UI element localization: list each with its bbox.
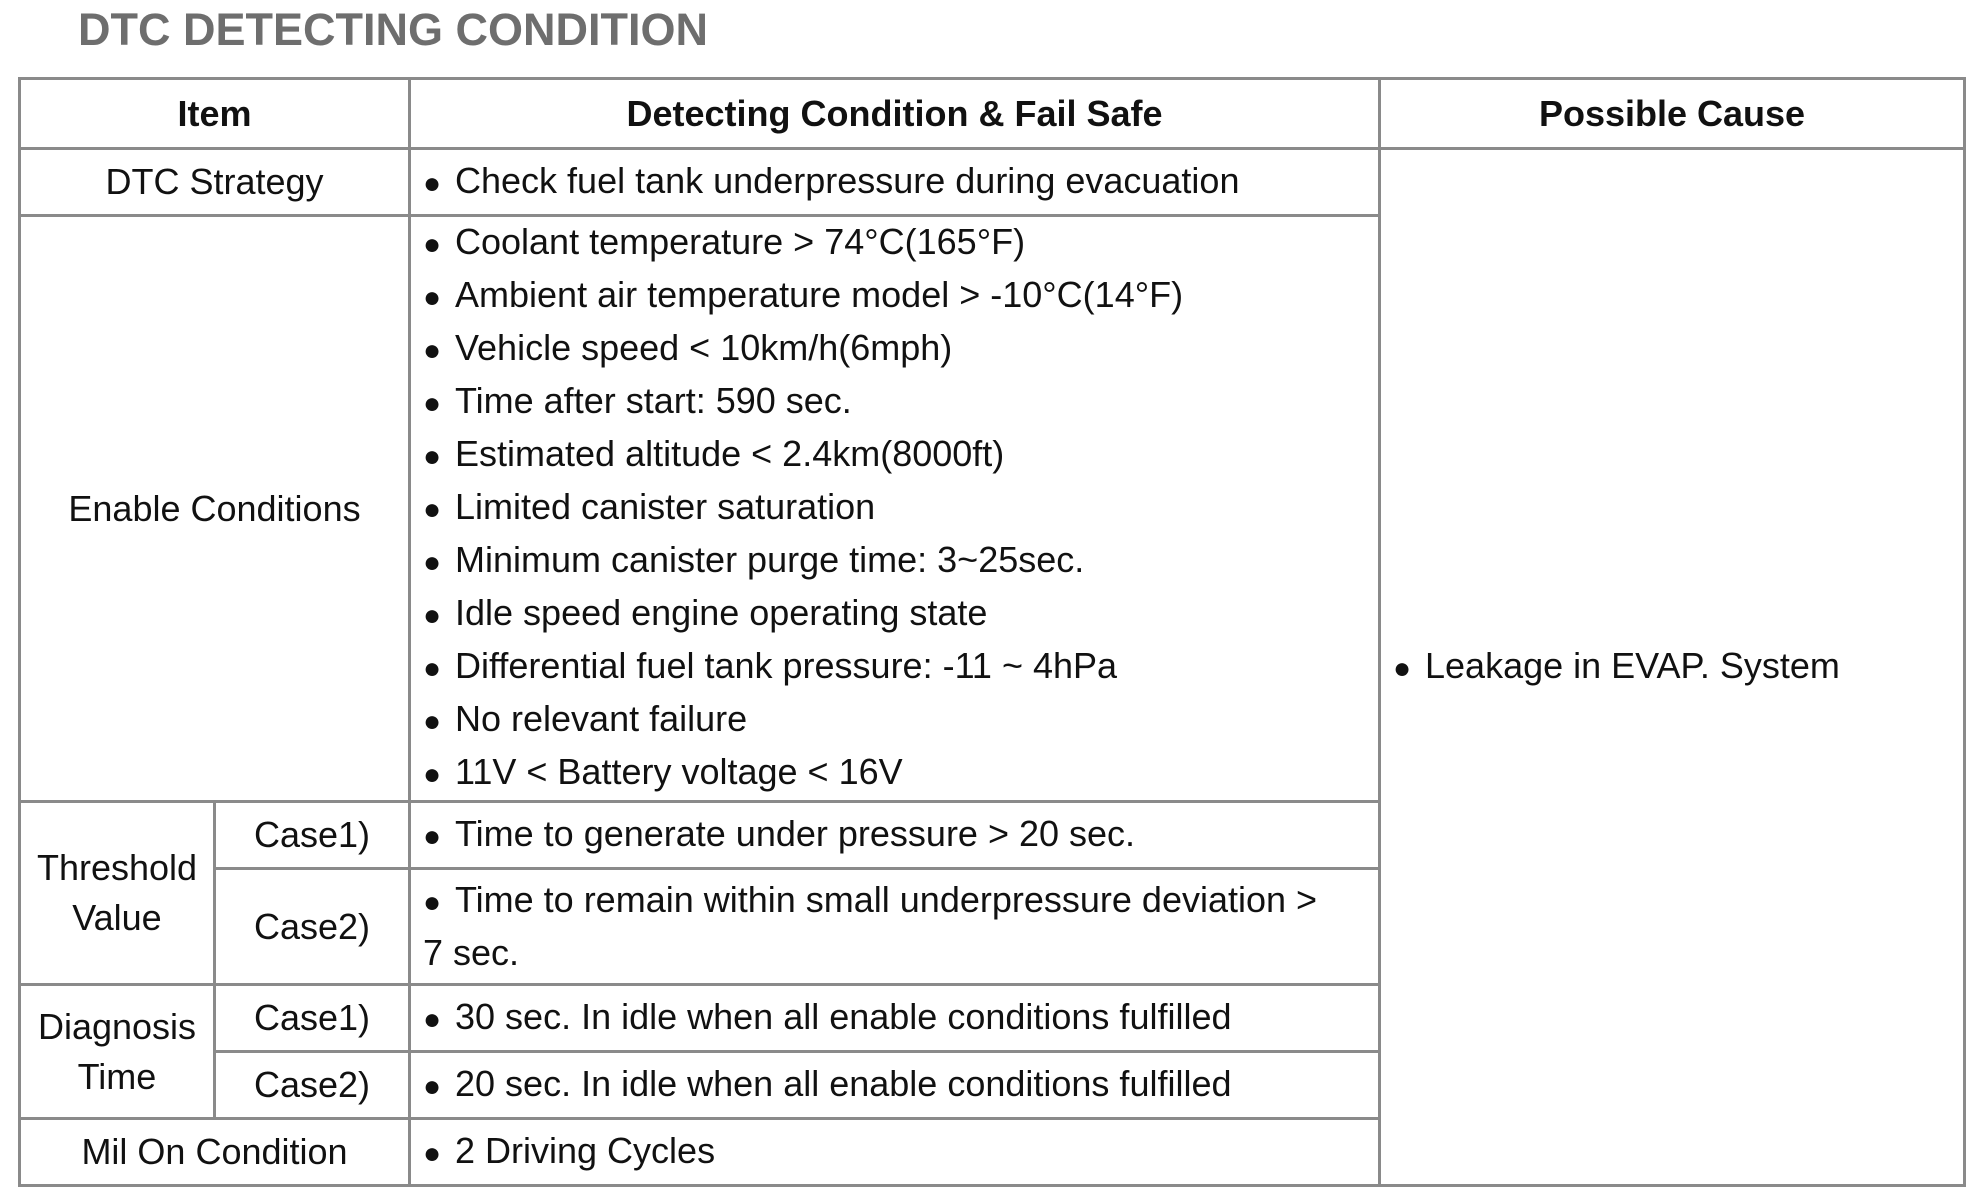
bullet-icon: ●: [423, 387, 442, 420]
condition-diagnosis-case2: [410, 1052, 1380, 1119]
condition-dtc-strategy: [410, 149, 1380, 216]
condition-text: 2 Driving Cycles: [455, 1129, 716, 1171]
condition-line: [423, 217, 1374, 270]
condition-line: [423, 1126, 1374, 1179]
bullet-icon: ●: [423, 493, 442, 526]
possible-cause-line: [1393, 641, 1963, 694]
condition-line: [423, 875, 1374, 928]
condition-text: Differential fuel tank pressure: -11 ~ 4hPa: [455, 645, 1118, 686]
condition-line: [423, 641, 1374, 694]
bullet-icon: ●: [423, 886, 442, 919]
bullet-icon: ●: [423, 546, 442, 579]
diagnosis-case2-label: Case2): [215, 1052, 410, 1119]
condition-text: Limited canister saturation: [455, 486, 876, 527]
condition-line: [423, 376, 1374, 429]
item-dtc-strategy: DTC Strategy: [20, 149, 410, 216]
bullet-icon: ●: [423, 652, 442, 685]
threshold-case1-label: Case1): [215, 802, 410, 869]
item-diagnosis-line1: Diagnosis: [37, 1005, 197, 1047]
threshold-case2-label: Case2): [215, 869, 410, 985]
condition-text: Estimated altitude < 2.4km(8000ft): [455, 433, 1005, 474]
condition-text: 30 sec. In idle when all enable conditions fulfilled: [455, 995, 1232, 1037]
condition-text: Check fuel tank underpressure during evacuation: [455, 159, 1240, 201]
condition-line: [423, 156, 1374, 209]
header-item: Item: [20, 79, 410, 149]
diagnosis-case1-label: Case1): [215, 985, 410, 1052]
item-diagnosis-line2: Time: [77, 1055, 157, 1097]
condition-text: Time after start: 590 sec.: [455, 380, 852, 421]
condition-text: Time to remain within small underpressure deviation >: [455, 879, 1318, 920]
bullet-icon: ●: [423, 1069, 442, 1103]
bullet-icon: ●: [423, 228, 442, 261]
bullet-icon: ●: [423, 599, 442, 632]
condition-line: [423, 429, 1374, 482]
bullet-icon: ●: [423, 334, 442, 367]
condition-text: Vehicle speed < 10km/h(6mph): [455, 327, 953, 368]
condition-line: [423, 809, 1374, 862]
condition-line: [423, 694, 1374, 747]
item-threshold-value: [20, 802, 215, 985]
condition-text: Idle speed engine operating state: [455, 592, 988, 633]
header-condition: Detecting Condition & Fail Safe: [410, 79, 1380, 149]
condition-line: [423, 1059, 1374, 1112]
condition-text: No relevant failure: [455, 698, 748, 739]
bullet-icon: ●: [423, 705, 442, 738]
bullet-icon: ●: [423, 281, 442, 314]
condition-line: [423, 992, 1374, 1045]
condition-enable-conditions: [410, 216, 1380, 802]
bullet-icon: ●: [423, 166, 442, 200]
item-threshold-line1: Threshold: [36, 847, 198, 888]
bullet-icon: ●: [423, 819, 442, 853]
bullet-icon: ●: [1393, 651, 1412, 685]
possible-cause-cell: [1380, 149, 1965, 1186]
condition-text: Coolant temperature > 74°C(165°F): [455, 221, 1026, 262]
condition-diagnosis-case1: [410, 985, 1380, 1052]
bullet-icon: ●: [423, 1136, 442, 1170]
condition-threshold-case1: [410, 802, 1380, 869]
table-row-dtc-strategy: [20, 149, 1965, 216]
bullet-icon: ●: [423, 440, 442, 473]
bullet-icon: ●: [423, 758, 442, 791]
condition-threshold-case2: [410, 869, 1380, 985]
condition-line: [423, 482, 1374, 535]
dtc-condition-table: [18, 77, 1966, 1187]
condition-text: Time to generate under pressure > 20 sec.: [455, 812, 1136, 854]
item-threshold-line2: Value: [72, 897, 162, 938]
condition-line: [423, 270, 1374, 323]
possible-cause-text: Leakage in EVAP. System: [1425, 644, 1840, 686]
condition-line-continued: 7 sec.: [423, 932, 520, 973]
condition-text: Ambient air temperature model > -10°C(14°F): [455, 274, 1184, 315]
table-header-row: [20, 79, 1965, 149]
page-title: DTC DETECTING CONDITION: [78, 4, 708, 55]
item-mil-on-condition: Mil On Condition: [20, 1119, 410, 1186]
item-enable-conditions: Enable Conditions: [20, 216, 410, 802]
condition-text: 11V < Battery voltage < 16V: [455, 751, 903, 792]
condition-line: [423, 588, 1374, 641]
condition-line: [423, 535, 1374, 588]
condition-line: [423, 747, 1374, 800]
item-diagnosis-time: [20, 985, 215, 1119]
condition-line: [423, 323, 1374, 376]
bullet-icon: ●: [423, 1002, 442, 1036]
condition-text: 20 sec. In idle when all enable conditions fulfilled: [455, 1062, 1232, 1104]
header-possible-cause: Possible Cause: [1380, 79, 1965, 149]
condition-text: Minimum canister purge time: 3~25sec.: [455, 539, 1085, 580]
condition-mil-on-condition: [410, 1119, 1380, 1186]
